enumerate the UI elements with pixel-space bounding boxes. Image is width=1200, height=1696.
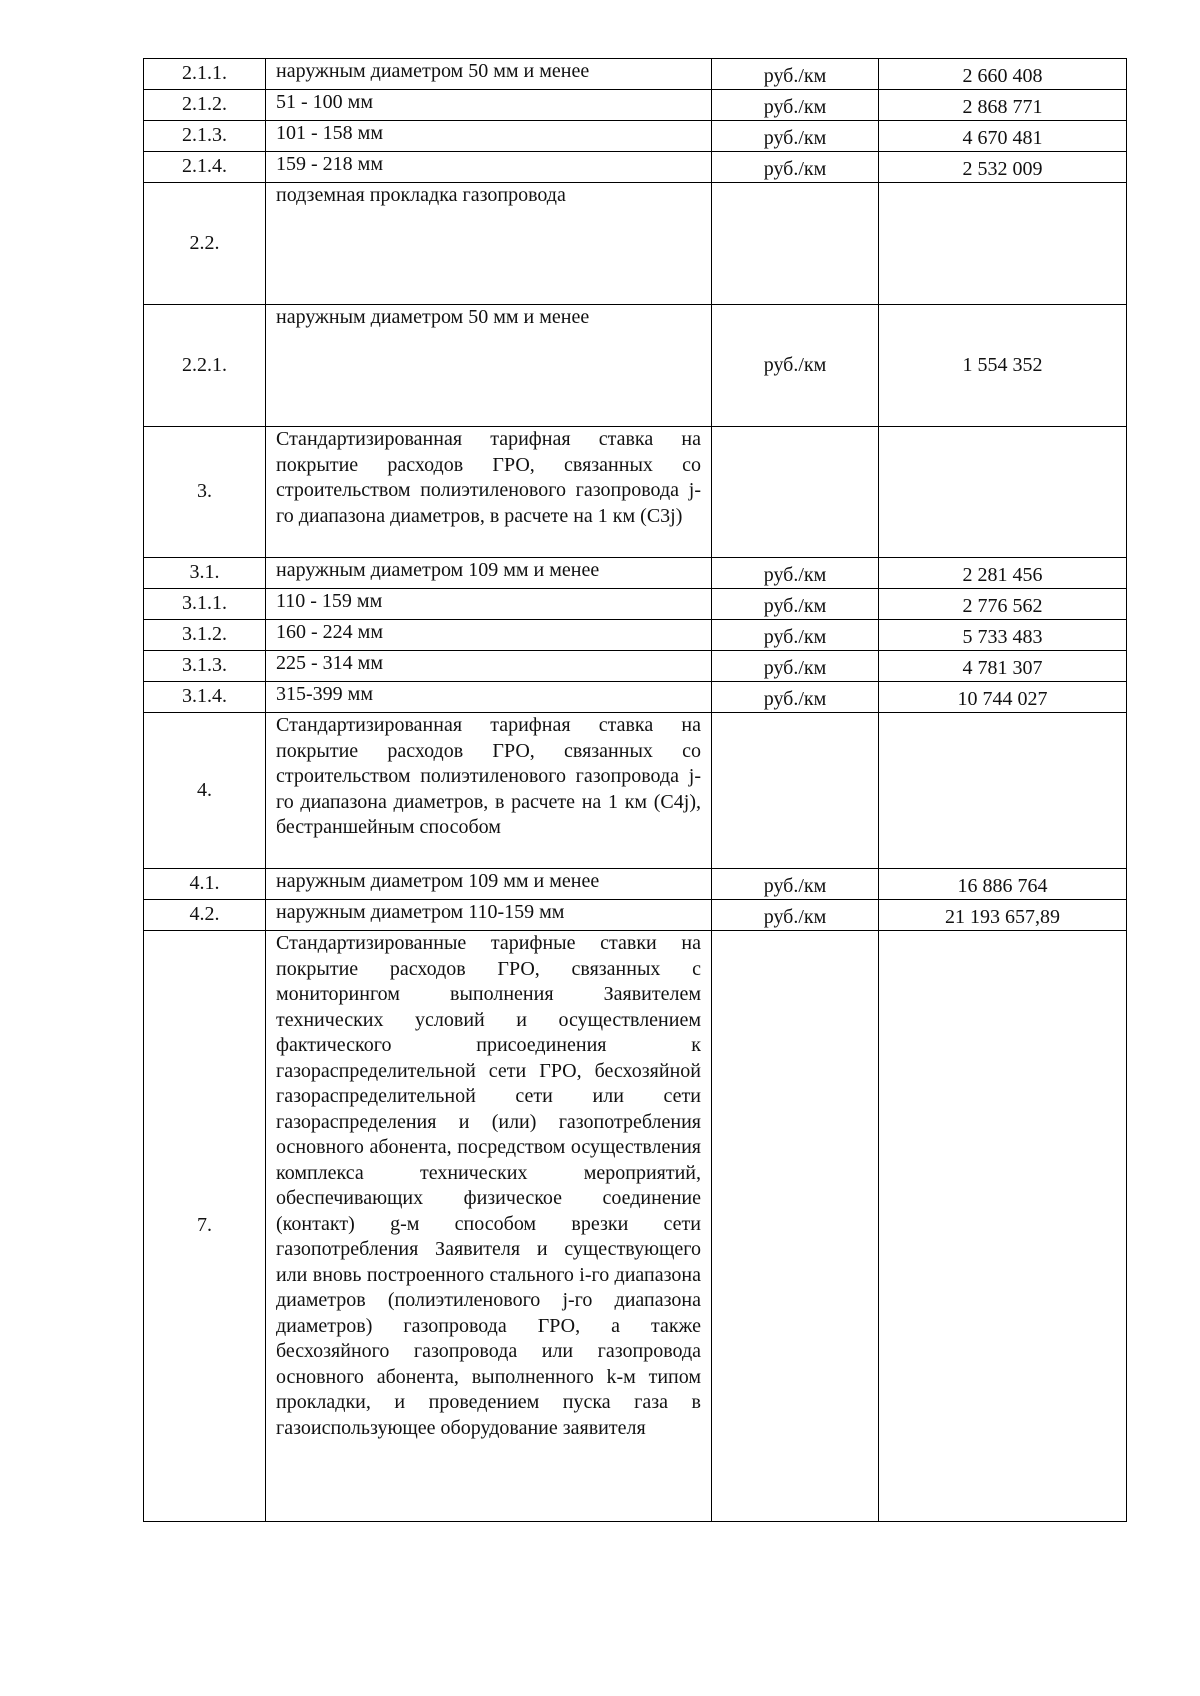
row-unit: руб./км <box>712 152 879 183</box>
table-row <box>144 620 1127 651</box>
row-value: 2 281 456 <box>879 558 1127 589</box>
row-number: 3. <box>144 427 266 558</box>
row-unit <box>712 427 879 558</box>
row-description: наружным диаметром 109 мм и менее <box>266 558 712 589</box>
table-row <box>144 427 1127 558</box>
row-unit <box>712 713 879 869</box>
row-description: наружным диаметром 110-159 мм <box>266 900 712 931</box>
table-row <box>144 90 1127 121</box>
row-unit: руб./км <box>712 121 879 152</box>
row-unit: руб./км <box>712 900 879 931</box>
table-row <box>144 869 1127 900</box>
table-row <box>144 558 1127 589</box>
row-value: 2 868 771 <box>879 90 1127 121</box>
row-description: 110 - 159 мм <box>266 589 712 620</box>
row-number: 3.1.4. <box>144 682 266 713</box>
row-unit <box>712 183 879 305</box>
row-description: 159 - 218 мм <box>266 152 712 183</box>
row-value <box>879 713 1127 869</box>
row-unit: руб./км <box>712 589 879 620</box>
row-unit: руб./км <box>712 682 879 713</box>
row-unit: руб./км <box>712 305 879 427</box>
table-row <box>144 651 1127 682</box>
table-row <box>144 305 1127 427</box>
table-row <box>144 152 1127 183</box>
row-value: 16 886 764 <box>879 869 1127 900</box>
row-value: 5 733 483 <box>879 620 1127 651</box>
row-value <box>879 183 1127 305</box>
tariff-table <box>143 58 1127 1522</box>
row-description: 101 - 158 мм <box>266 121 712 152</box>
row-number: 7. <box>144 931 266 1522</box>
row-value <box>879 931 1127 1522</box>
row-number: 3.1.3. <box>144 651 266 682</box>
row-value: 2 776 562 <box>879 589 1127 620</box>
row-unit: руб./км <box>712 90 879 121</box>
row-unit: руб./км <box>712 59 879 90</box>
table-row <box>144 682 1127 713</box>
row-number: 2.1.1. <box>144 59 266 90</box>
row-number: 4.1. <box>144 869 266 900</box>
row-description: 51 - 100 мм <box>266 90 712 121</box>
row-description: 225 - 314 мм <box>266 651 712 682</box>
row-unit: руб./км <box>712 869 879 900</box>
row-number: 4.2. <box>144 900 266 931</box>
row-value: 1 554 352 <box>879 305 1127 427</box>
row-unit <box>712 931 879 1522</box>
row-description: подземная прокладка газопровода <box>266 183 712 305</box>
row-number: 2.1.3. <box>144 121 266 152</box>
row-value: 21 193 657,89 <box>879 900 1127 931</box>
table-row <box>144 121 1127 152</box>
row-number: 2.2. <box>144 183 266 305</box>
row-description: 315-399 мм <box>266 682 712 713</box>
row-unit: руб./км <box>712 620 879 651</box>
row-description: наружным диаметром 109 мм и менее <box>266 869 712 900</box>
table-row <box>144 589 1127 620</box>
row-number: 2.1.2. <box>144 90 266 121</box>
row-number: 4. <box>144 713 266 869</box>
row-value: 2 532 009 <box>879 152 1127 183</box>
row-number: 3.1.1. <box>144 589 266 620</box>
table-row <box>144 931 1127 1522</box>
row-unit: руб./км <box>712 651 879 682</box>
row-value <box>879 427 1127 558</box>
row-number: 2.2.1. <box>144 305 266 427</box>
row-description: Стандартизированная тарифная ставка на покрытие расходов ГРО, связанных со строительством полиэтиленового газопровода j-го диапазона диаметров, в расчете на 1 км (С3j) <box>266 427 712 558</box>
row-number: 3.1. <box>144 558 266 589</box>
row-number: 3.1.2. <box>144 620 266 651</box>
row-value: 4 781 307 <box>879 651 1127 682</box>
row-description: наружным диаметром 50 мм и менее <box>266 59 712 90</box>
row-unit: руб./км <box>712 558 879 589</box>
row-value: 10 744 027 <box>879 682 1127 713</box>
row-description: 160 - 224 мм <box>266 620 712 651</box>
table-row <box>144 183 1127 305</box>
table-row <box>144 713 1127 869</box>
row-value: 4 670 481 <box>879 121 1127 152</box>
row-description: наружным диаметром 50 мм и менее <box>266 305 712 427</box>
table-row <box>144 59 1127 90</box>
row-number: 2.1.4. <box>144 152 266 183</box>
row-value: 2 660 408 <box>879 59 1127 90</box>
row-description: Стандартизированная тарифная ставка на покрытие расходов ГРО, связанных со строительством полиэтиленового газопровода j-го диапазона диаметров, в расчете на 1 км (С4j), бестраншейным способом <box>266 713 712 869</box>
table-row <box>144 900 1127 931</box>
row-description: Стандартизированные тарифные ставки на покрытие расходов ГРО, связанных с мониторингом выполнения Заявителем технических условий и осуществлением фактического присоединения к газораспределительной сети ГРО, бесхозяйной газораспределительной сети или сети газораспределения и (или) газопотребления основного абонента, посредством осуществления комплекса технических мероприятий, обеспечивающих физическое соединение (контакт) g-м способом врезки сети газопотребления Заявителя и существующего или вновь построенного стального i-го диапазона диаметров (полиэтиленового j-го диапазона диаметров) газопровода ГРО, а также бесхозяйного газопровода или газопровода основного абонента, выполненного k-м типом прокладки, и проведением пуска газа в газоиспользующее оборудование заявителя <box>266 931 712 1522</box>
